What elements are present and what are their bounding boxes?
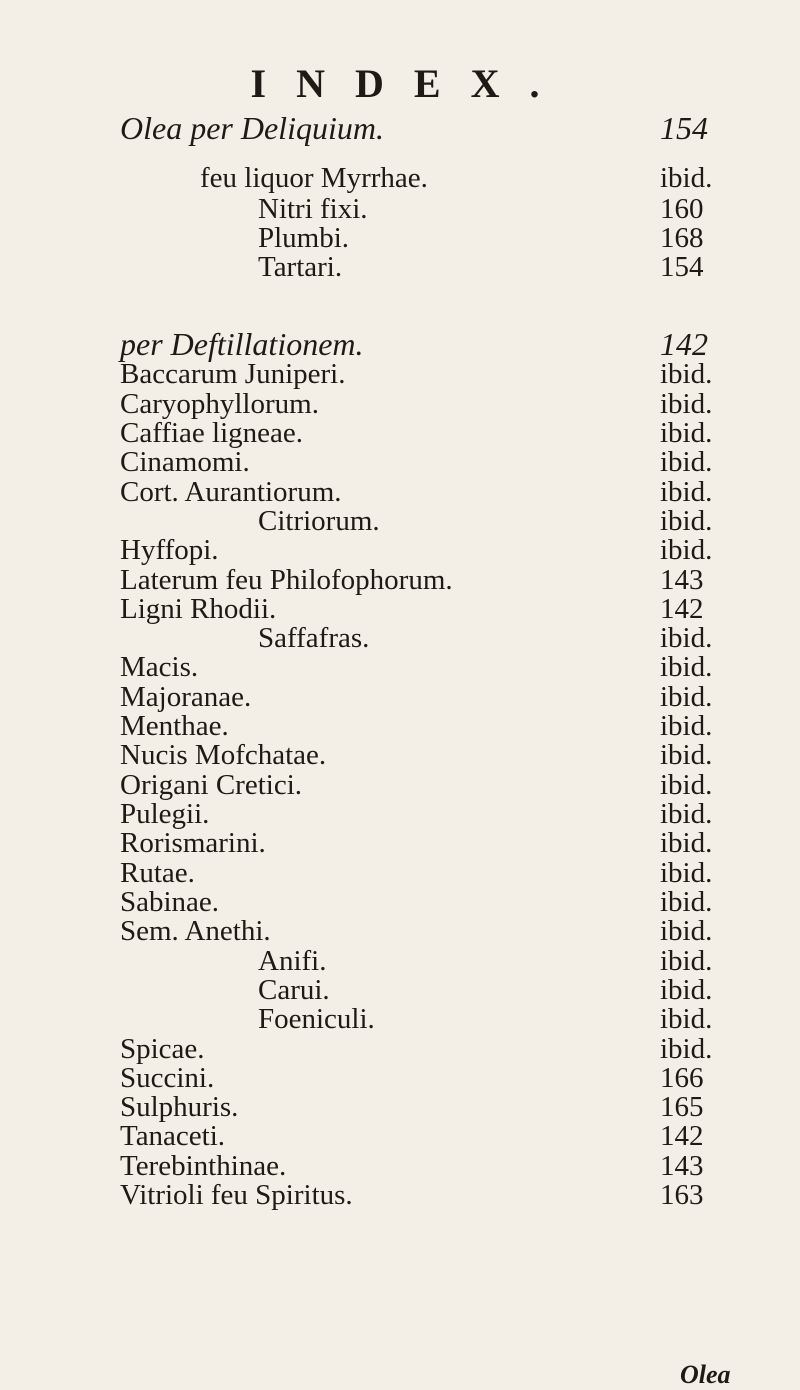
entry-name: Origani Cretici. (120, 769, 303, 801)
entry-name: Majoranae. (120, 681, 252, 713)
entry-name: Rorismarini. (120, 827, 266, 859)
entry-name: Carui. (258, 974, 330, 1006)
entry-page-ref: 154 (660, 251, 704, 283)
index-entry (0, 1175, 800, 1215)
entry-page-ref: 160 (660, 193, 704, 225)
entry-page-ref: 143 (660, 564, 704, 596)
entry-page-ref: ibid. (660, 1003, 713, 1035)
entry-name: Macis. (120, 651, 199, 683)
entry-page-ref: ibid. (660, 651, 713, 683)
entry-name: Sulphuris. (120, 1091, 239, 1123)
entry-name: Tartari. (258, 251, 343, 283)
entry-name: Sem. Anethi. (120, 915, 271, 947)
entry-name: Terebinthinae. (120, 1150, 287, 1182)
entry-page-ref: ibid. (660, 446, 713, 478)
catchword: Olea (680, 1360, 731, 1389)
entry-page-ref: 154 (660, 110, 708, 146)
entry-name: feu liquor Myrrhae. (200, 162, 428, 194)
entry-page-ref: ibid. (660, 476, 713, 508)
entry-name: per Deftillationem. (120, 326, 364, 362)
entry-page-ref: ibid. (660, 915, 713, 947)
entry-name: Laterum feu Philofophorum. (120, 564, 453, 596)
entry-page-ref: ibid. (660, 739, 713, 771)
entry-page-ref: ibid. (660, 417, 713, 449)
entry-name: Rutae. (120, 857, 195, 889)
index-entry (0, 247, 800, 287)
entry-name: Pulegii. (120, 798, 210, 830)
entry-name: Nitri fixi. (258, 193, 368, 225)
entry-page-ref: ibid. (660, 974, 713, 1006)
entry-page-ref: ibid. (660, 769, 713, 801)
entry-name: Plumbi. (258, 222, 350, 254)
entry-name: Anifi. (258, 945, 327, 977)
entry-page-ref: ibid. (660, 622, 713, 654)
entry-name: Tanaceti. (120, 1120, 226, 1152)
entry-name: Hyffopi. (120, 534, 219, 566)
entry-name: Foeniculi. (258, 1003, 375, 1035)
page-title: INDEX. (250, 61, 570, 106)
entry-page-ref: 165 (660, 1091, 704, 1123)
entry-page-ref: ibid. (660, 1033, 713, 1065)
entry-page-ref: ibid. (660, 534, 713, 566)
entry-name: Spicae. (120, 1033, 205, 1065)
entry-name: Nucis Mofchatae. (120, 739, 327, 771)
entry-name: Caryophyllorum. (120, 388, 319, 420)
entry-page-ref: ibid. (660, 857, 713, 889)
entry-page-ref: ibid. (660, 798, 713, 830)
entry-name: Vitrioli feu Spiritus. (120, 1179, 353, 1211)
entry-name: Saffafras. (258, 622, 370, 654)
entry-page-ref: ibid. (660, 162, 713, 194)
index-entry (0, 108, 800, 148)
entry-page-ref: ibid. (660, 710, 713, 742)
entry-name: Succini. (120, 1062, 215, 1094)
entry-page-ref: 166 (660, 1062, 704, 1094)
entry-page-ref: ibid. (660, 886, 713, 918)
entry-name: Menthae. (120, 710, 229, 742)
entry-page-ref: ibid. (660, 505, 713, 537)
entry-page-ref: ibid. (660, 827, 713, 859)
entry-name: Caffiae ligneae. (120, 417, 304, 449)
entry-page-ref: 142 (660, 1120, 704, 1152)
entry-name: Olea per Deliquium. (120, 110, 384, 146)
entry-page-ref: ibid. (660, 945, 713, 977)
entry-name: Cort. Aurantiorum. (120, 476, 342, 508)
entry-page-ref: ibid. (660, 388, 713, 420)
entry-name: Citriorum. (258, 505, 380, 537)
entry-name: Ligni Rhodii. (120, 593, 277, 625)
entry-name: Sabinae. (120, 886, 220, 918)
entry-page-ref: 142 (660, 593, 704, 625)
entry-name: Baccarum Juniperi. (120, 358, 346, 390)
entry-page-ref: 142 (660, 326, 708, 362)
entry-page-ref: ibid. (660, 358, 713, 390)
entry-page-ref: 168 (660, 222, 704, 254)
entry-page-ref: ibid. (660, 681, 713, 713)
entry-page-ref: 143 (660, 1150, 704, 1182)
entry-page-ref: 163 (660, 1179, 704, 1211)
entry-name: Cinamomi. (120, 446, 250, 478)
